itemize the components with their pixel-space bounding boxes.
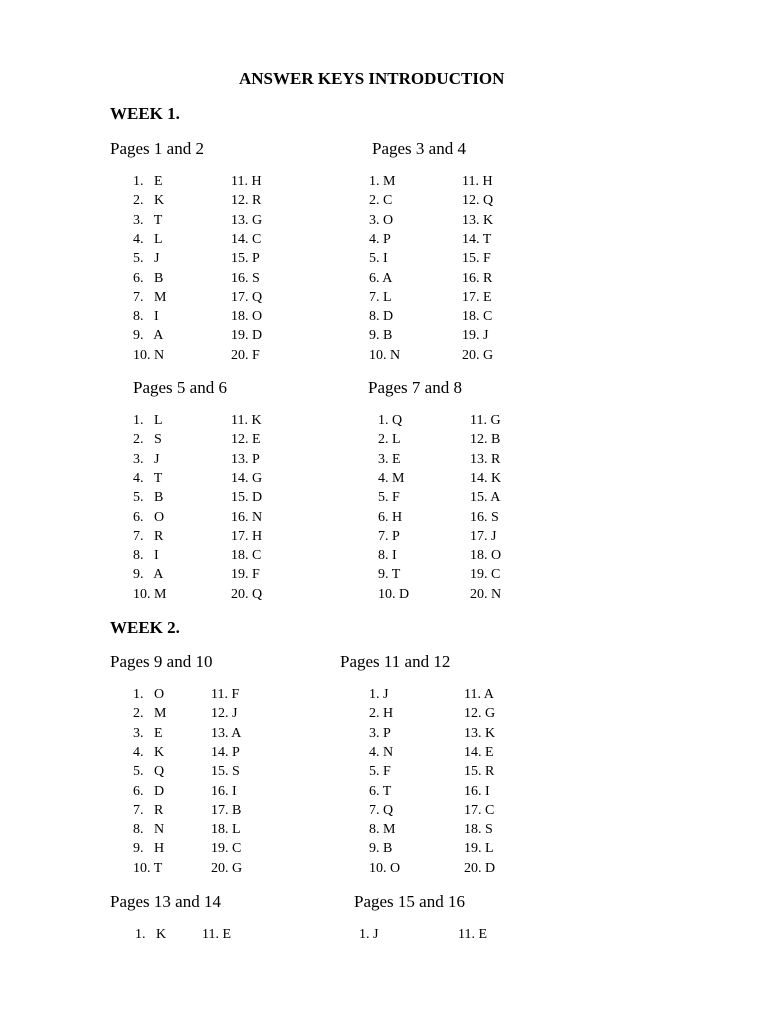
answer-item: 10. D xyxy=(378,586,410,602)
answer-item: 8. D xyxy=(369,309,394,325)
answer-item: 15. R xyxy=(464,764,495,780)
answer-item: 10. N xyxy=(369,347,401,363)
answer-item: 8. I xyxy=(133,548,159,564)
answer-item: 13. A xyxy=(211,725,242,741)
answer-item: 20. F xyxy=(231,347,260,363)
section-heading-pages-11-12: Pages 11 and 12 xyxy=(340,652,451,671)
answer-item: 17. J xyxy=(470,528,497,544)
answer-item: 17. H xyxy=(231,528,263,544)
answer-item: 4. M xyxy=(378,470,405,486)
answer-item: 11. H xyxy=(231,174,262,189)
answer-item: 8. I xyxy=(133,309,159,325)
answer-item: 20. D xyxy=(464,860,496,876)
answer-item: 1. O xyxy=(133,687,165,702)
answer-item: 3. O xyxy=(369,212,394,228)
answer-item: 19. C xyxy=(470,567,501,583)
answer-item: 5. F xyxy=(378,490,400,506)
answer-item: 14. G xyxy=(231,470,263,486)
answer-item: 6. D xyxy=(133,783,165,799)
page-title: ANSWER KEYS INTRODUCTION xyxy=(239,69,505,88)
answer-item: 2. S xyxy=(133,432,162,448)
answer-item: 5. J xyxy=(133,251,160,267)
answer-item: 8. N xyxy=(133,822,165,838)
answer-item: 12. B xyxy=(470,432,501,448)
answer-item: 14. T xyxy=(462,231,492,247)
answer-item: 12. E xyxy=(231,432,261,448)
answer-item: 4. N xyxy=(369,744,394,760)
answer-item: 19. C xyxy=(211,841,242,857)
answer-item: 1. M xyxy=(369,174,396,189)
answer-item: 13. K xyxy=(462,212,494,228)
answer-item: 4. T xyxy=(133,470,163,486)
answer-item: 15. A xyxy=(470,490,501,506)
answer-item: 9. A xyxy=(133,567,164,583)
section-heading-pages-13-14: Pages 13 and 14 xyxy=(110,892,221,911)
answer-item: 12. G xyxy=(464,706,496,722)
answer-item: 6. H xyxy=(378,509,403,525)
answer-item: 7. R xyxy=(133,802,164,818)
answer-item: 3. E xyxy=(133,725,163,741)
answer-item: 16. I xyxy=(464,783,490,799)
answer-item: 6. O xyxy=(133,509,165,525)
answer-item: 3. P xyxy=(369,725,391,741)
section-heading-pages-9-10: Pages 9 and 10 xyxy=(110,652,213,671)
answer-item: 12. R xyxy=(231,193,262,209)
answer-item: 2. C xyxy=(369,193,393,209)
answer-item: 15. S xyxy=(211,764,240,780)
answer-item: 16. N xyxy=(231,509,263,525)
answer-item: 12. J xyxy=(211,706,238,722)
week-2-label: WEEK 2. xyxy=(110,618,180,637)
answer-item: 7. P xyxy=(378,528,400,544)
answer-item: 19. J xyxy=(462,328,489,344)
answer-item: 6. A xyxy=(369,270,393,286)
answer-item: 13. K xyxy=(464,725,496,741)
answer-item: 9. B xyxy=(369,841,393,857)
answer-item: 2. L xyxy=(378,432,401,448)
answer-item: 1. K xyxy=(135,927,167,942)
answer-item: 4. K xyxy=(133,744,165,760)
answer-item: 8. M xyxy=(369,822,396,838)
answer-item: 19. F xyxy=(231,567,260,583)
answer-item: 13. G xyxy=(231,212,263,228)
answer-item: 9. A xyxy=(133,328,164,344)
answer-item: 11. G xyxy=(470,413,501,428)
answer-item: 14. K xyxy=(470,470,502,486)
answer-item: 9. B xyxy=(369,328,393,344)
answer-item: 11. E xyxy=(202,927,232,942)
answer-item: 11. A xyxy=(464,687,494,702)
answer-item: 16. S xyxy=(470,509,499,525)
answer-item: 11. K xyxy=(231,413,262,428)
answer-item: 4. L xyxy=(133,231,163,247)
answer-item: 3. J xyxy=(133,451,160,467)
section-heading-pages-7-8: Pages 7 and 8 xyxy=(368,378,462,397)
answer-item: 9. T xyxy=(378,567,401,583)
section-heading-pages-3-4: Pages 3 and 4 xyxy=(372,139,466,158)
answer-item: 1. L xyxy=(133,413,163,428)
answer-item: 18. C xyxy=(231,548,262,564)
answer-item: 14. C xyxy=(231,231,262,247)
answer-item: 3. E xyxy=(378,451,401,467)
answer-item: 19. L xyxy=(464,841,494,857)
answer-item: 10. T xyxy=(133,860,163,876)
answer-item: 15. F xyxy=(462,251,491,267)
answer-item: 7. Q xyxy=(369,802,394,818)
answer-item: 15. D xyxy=(231,490,263,506)
answer-item: 9. H xyxy=(133,841,165,857)
answer-item: 20. N xyxy=(470,586,502,602)
answer-item: 1. J xyxy=(369,687,389,702)
answer-item: 17. C xyxy=(464,802,495,818)
answer-item: 20. G xyxy=(211,860,243,876)
answer-item: 18. C xyxy=(462,309,493,325)
answer-item: 10. M xyxy=(133,586,167,602)
answer-item: 18. O xyxy=(231,309,263,325)
section-heading-pages-1-2: Pages 1 and 2 xyxy=(110,139,204,158)
answer-item: 6. B xyxy=(133,270,164,286)
answer-item: 20. Q xyxy=(231,586,263,602)
answer-item: 17. Q xyxy=(231,289,263,305)
answer-item: 16. R xyxy=(462,270,493,286)
answer-item: 17. E xyxy=(462,289,492,305)
answer-item: 1. Q xyxy=(378,413,403,428)
answer-item: 5. Q xyxy=(133,764,165,780)
answer-item: 11. H xyxy=(462,174,493,189)
answer-item: 15. P xyxy=(231,251,260,267)
answer-item: 14. E xyxy=(464,744,494,760)
answer-item: 14. P xyxy=(211,744,240,760)
answer-item: 10. N xyxy=(133,347,165,363)
answer-item: 16. S xyxy=(231,270,260,286)
answer-item: 10. O xyxy=(369,860,401,876)
answer-item: 18. O xyxy=(470,548,502,564)
answer-item: 1. E xyxy=(133,174,163,189)
answer-item: 11. E xyxy=(458,927,488,942)
answer-item: 12. Q xyxy=(462,193,494,209)
answer-item: 16. I xyxy=(211,783,237,799)
answer-item: 7. L xyxy=(369,289,392,305)
answer-item: 19. D xyxy=(231,328,263,344)
answer-item: 2. H xyxy=(369,706,394,722)
answer-item: 7. R xyxy=(133,528,164,544)
answer-item: 4. P xyxy=(369,231,391,247)
answer-item: 5. F xyxy=(369,764,391,780)
answer-item: 18. S xyxy=(464,822,493,838)
answer-item: 20. G xyxy=(462,347,494,363)
answer-item: 8. I xyxy=(378,548,397,564)
answer-item: 17. B xyxy=(211,802,242,818)
answer-item: 1. J xyxy=(359,927,379,942)
answer-item: 5. B xyxy=(133,490,164,506)
answer-item: 2. M xyxy=(133,706,167,722)
section-heading-pages-5-6: Pages 5 and 6 xyxy=(133,378,227,397)
answer-item: 13. P xyxy=(231,451,260,467)
answer-item: 3. T xyxy=(133,212,163,228)
answer-item: 5. I xyxy=(369,251,388,267)
week-1-label: WEEK 1. xyxy=(110,104,180,123)
answer-item: 13. R xyxy=(470,451,501,467)
answer-item: 11. F xyxy=(211,687,240,702)
answer-item: 2. K xyxy=(133,193,165,209)
section-heading-pages-15-16: Pages 15 and 16 xyxy=(354,892,465,911)
answer-item: 18. L xyxy=(211,822,241,838)
answer-item: 6. T xyxy=(369,783,392,799)
answer-item: 7. M xyxy=(133,289,167,305)
